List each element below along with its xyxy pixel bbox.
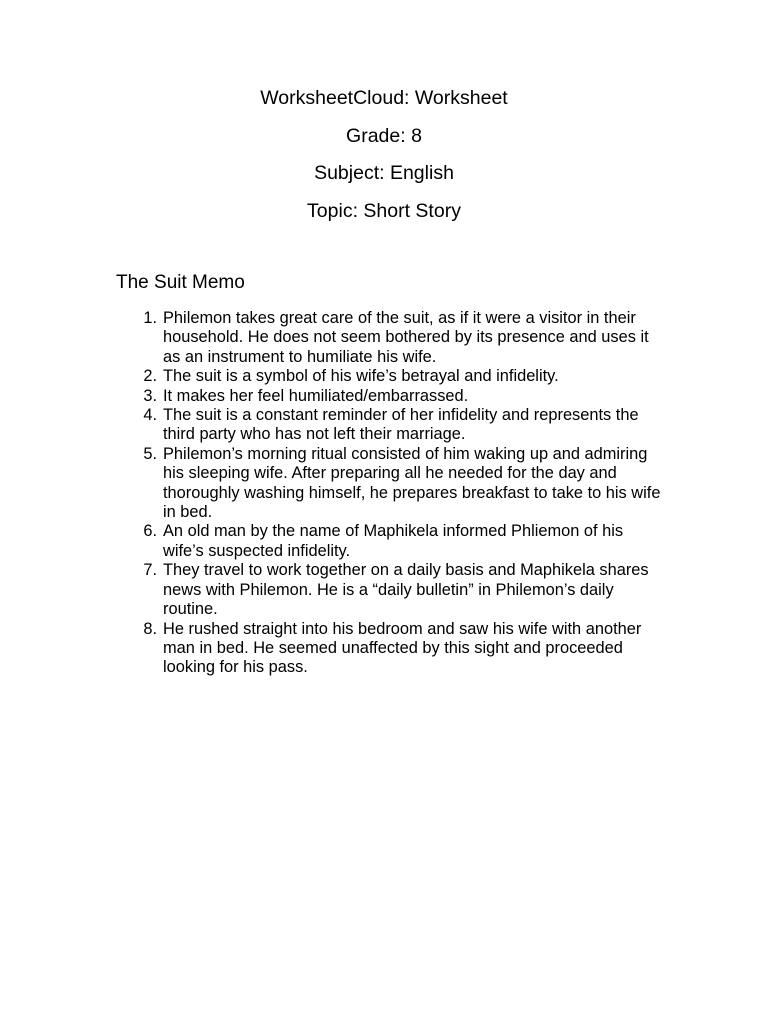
list-item-text: Philemon’s morning ritual consisted of him waking up and admiring his sleeping wife. After preparing all he needed for the day and thoroughly washing himself, he prepares breakfast to take to his wife in bed.	[163, 444, 661, 522]
list-item	[135, 406, 665, 445]
list-item	[135, 561, 665, 619]
list-item	[135, 309, 665, 367]
list-item-number: 8.	[143, 619, 157, 638]
worksheet-subject: Subject: English	[314, 162, 454, 184]
list-item-number: 7.	[143, 561, 157, 580]
list-item-text: It makes her feel humiliated/embarrassed.	[163, 386, 469, 405]
list-item-number: 6.	[143, 522, 157, 541]
worksheet-grade: Grade: 8	[346, 124, 422, 147]
list-item-text: Philemon takes great care of the suit, as if it were a visitor in their household. He does not seem bothered by its presence and uses it as an instrument to humiliate his wife.	[163, 309, 649, 366]
list-item-text: An old man by the name of Maphikela informed Phliemon of his wife’s suspected infidelity.	[163, 522, 624, 560]
list-item-text: He rushed straight into his bedroom and saw his wife with another man in bed. He seemed unaffected by this sight and proceeded looking for his pass.	[163, 619, 642, 677]
list-item-number: 2.	[143, 367, 157, 386]
list-item-text: They travel to work together on a daily basis and Maphikela shares news with Philemon. He is a “daily bulletin” in Philemon’s daily routine.	[163, 561, 649, 619]
list-item	[135, 522, 665, 561]
list-item	[135, 445, 665, 523]
list-item	[135, 620, 665, 678]
section-title: The Suit Memo	[116, 272, 245, 293]
worksheet-site-title: WorksheetCloud: Worksheet	[260, 87, 508, 109]
list-item-number: 3.	[143, 386, 157, 405]
answer-list	[135, 309, 665, 678]
list-item-number: 1.	[143, 309, 157, 327]
worksheet-header	[0, 86, 768, 236]
list-item-text: The suit is a constant reminder of her infidelity and represents the third party who has not left their marriage.	[163, 406, 639, 444]
list-item	[135, 367, 665, 386]
list-item-number: 5.	[143, 444, 157, 463]
worksheet-topic: Topic: Short Story	[307, 199, 461, 222]
list-item	[135, 387, 665, 406]
list-item-number: 4.	[143, 406, 157, 425]
list-item-text: The suit is a symbol of his wife’s betrayal and infidelity.	[163, 367, 559, 386]
